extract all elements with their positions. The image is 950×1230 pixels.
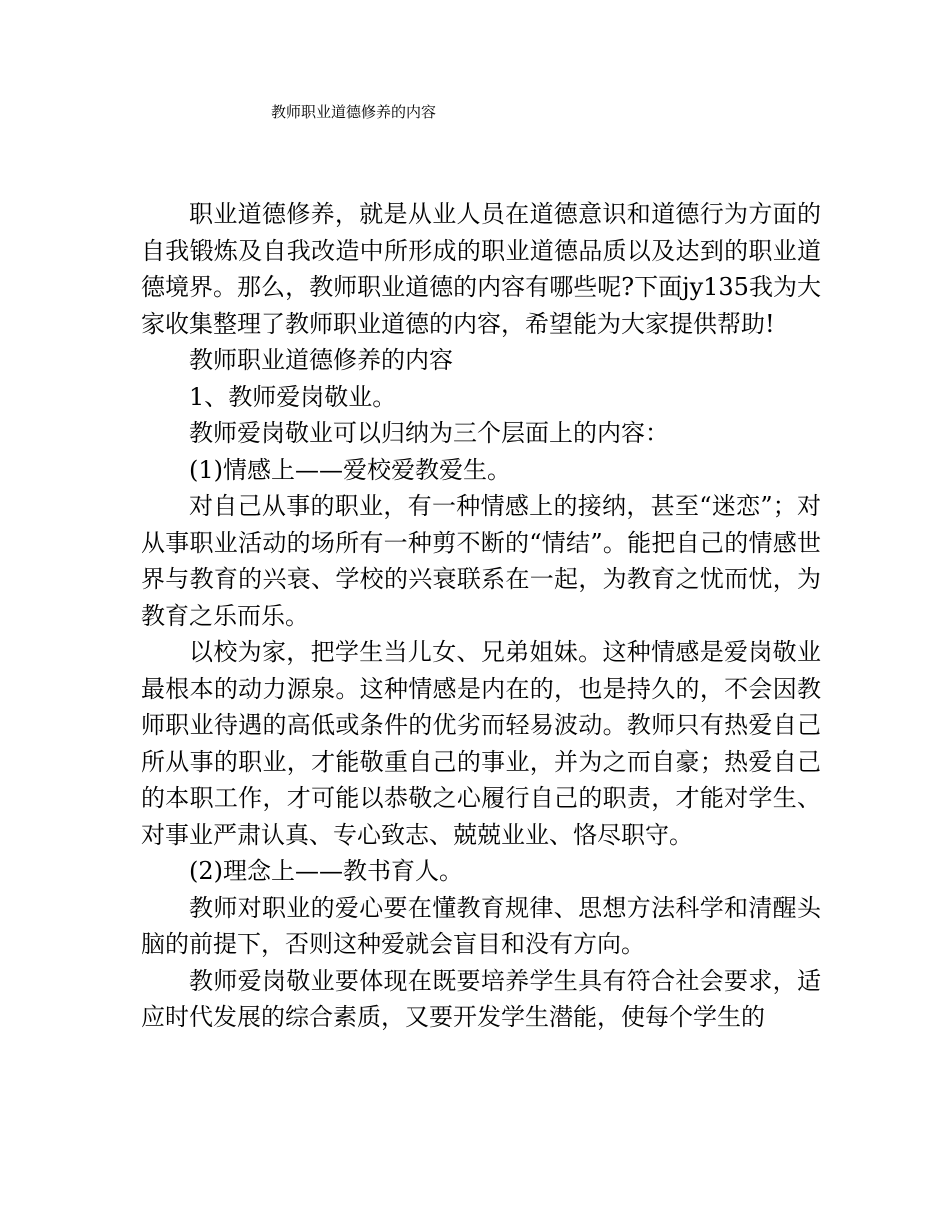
paragraph-concept-2: 教师爱岗敬业要体现在既要培养学生具有符合社会要求，适应时代发展的综合素质，又要开发学生潜能，使每个学生的 <box>141 966 821 1031</box>
document-body <box>141 196 821 1036</box>
section-title: 教师职业道德修养的内容 <box>189 346 453 374</box>
paragraph-intro: 职业道德修养，就是从业人员在道德意识和道德行为方面的自我锻炼及自我改造中所形成的职业道德品质以及达到的职业道德境界。那么，教师职业道德的内容有哪些呢?下面jy135我为大家收集整理了教师职业道德的内容，希望能为大家提供帮助! <box>141 200 821 338</box>
paragraph-concept-1: 教师对职业的爱心要在懂教育规律、思想方法科学和清醒头脑的前提下，否则这种爱就会盲目和没有方向。 <box>141 893 821 958</box>
subheading-emotion: (1)情感上——爱校爱教爱生。 <box>189 455 511 484</box>
paragraph-emotion-2: 以校为家，把学生当儿女、兄弟姐妹。这种情感是爱岗敬业最根本的动力源泉。这种情感是内在的，也是持久的，不会因教师职业待遇的高低或条件的优劣而轻易波动。教师只有热爱自己所从事的职业，才能敬重自己的事业，并为之而自豪；热爱自己的本职工作，才可能以恭敬之心履行自己的职责，才能对学生、对事业严肃认真、专心致志、兢兢业业、恪尽职守。 <box>141 638 821 849</box>
subheading-concept: (2)理念上——教书育人。 <box>189 857 463 885</box>
page-header-title: 教师职业道德修养的内容 <box>271 103 437 121</box>
paragraph-summary: 教师爱岗敬业可以归纳为三个层面上的内容： <box>189 419 669 447</box>
section-heading-1: 1、教师爱岗敬业。 <box>189 382 397 411</box>
paragraph-emotion-1: 对自己从事的职业，有一种情感上的接纳，甚至“迷恋”；对从事职业活动的场所有一种剪不断的“情结”。能把自己的情感世界与教育的兴衰、学校的兴衰联系在一起，为教育之忧而忧，为教育之乐而乐。 <box>141 492 821 630</box>
